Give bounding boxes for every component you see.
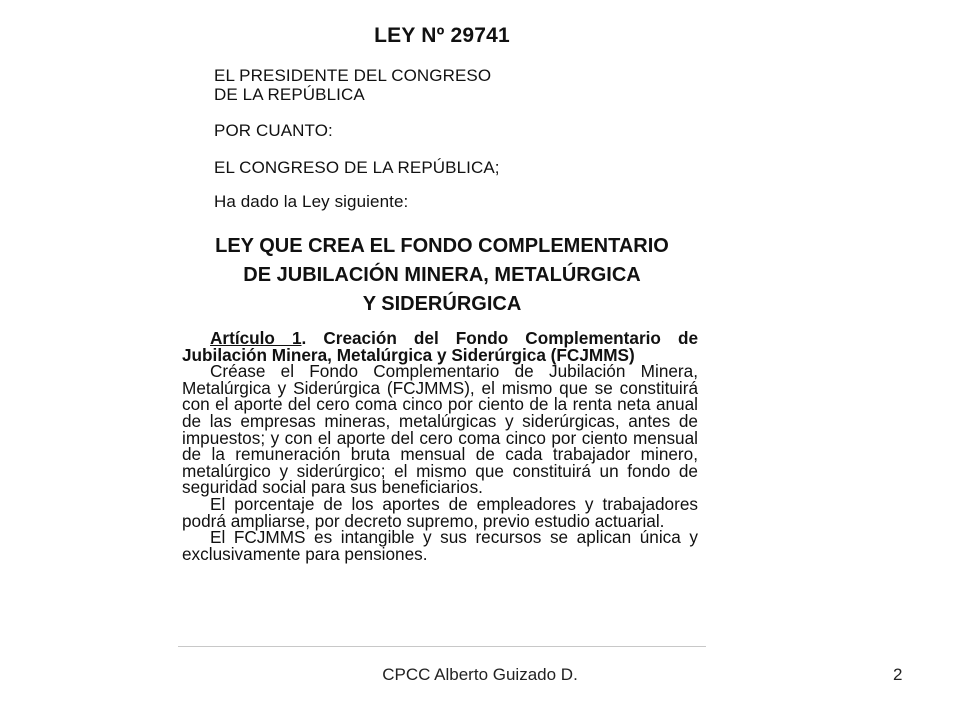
preamble-line: EL CONGRESO DE LA REPÚBLICA; <box>214 158 500 177</box>
law-number: LEY Nº 29741 <box>374 24 510 47</box>
document-image <box>178 0 706 650</box>
page-number: 2 <box>893 665 903 684</box>
law-title <box>178 232 706 319</box>
article-1 <box>182 330 698 562</box>
law-title-line: DE JUBILACIÓN MINERA, METALÚRGICA <box>243 264 641 286</box>
article-heading-text: . Creación del Fondo Complementario de Jubilación Minera, Metalúrgica y Siderúrgica (FCJMMS) <box>182 328 699 365</box>
footer-author: CPCC Alberto Guizado D. <box>382 665 578 684</box>
law-title-line: Y SIDERÚRGICA <box>362 293 522 315</box>
preamble-line: Ha dado la Ley siguiente: <box>214 192 409 211</box>
article-heading <box>182 330 698 363</box>
article-label: Artículo 1 <box>210 328 302 348</box>
article-paragraph: El porcentaje de los aportes de empleadores y trabajadores podrá ampliarse, por decreto supremo, previo estudio actuarial. <box>182 493 698 531</box>
law-title-line: LEY QUE CREA EL FONDO COMPLEMENTARIO <box>215 235 669 257</box>
article-paragraph: El FCJMMS es intangible y sus recursos se aplican única y exclusivamente para pensiones. <box>182 527 698 564</box>
preamble-line: EL PRESIDENTE DEL CONGRESO <box>214 66 492 85</box>
preamble-line: POR CUANTO: <box>214 121 333 140</box>
document-bottom-border <box>178 646 706 647</box>
preamble-line: DE LA REPÚBLICA <box>214 85 365 104</box>
article-paragraph: Créase el Fondo Complementario de Jubilación Minera, Metalúrgica y Siderúrgica (FCJMMS), el mismo que se constituirá con el aporte del cero coma cinco por ciento de la renta neta anual de las empresas mineras, metalúrgicas y siderúrgicas, antes de impuestos; y con el aporte del cero coma cinco por ciento mensual de la remuneración bruta mensual de cada trabajador minero, metalúrgico y siderúrgico; el mismo que constituirá un fondo de seguridad social para sus beneficiarios. <box>182 361 698 498</box>
